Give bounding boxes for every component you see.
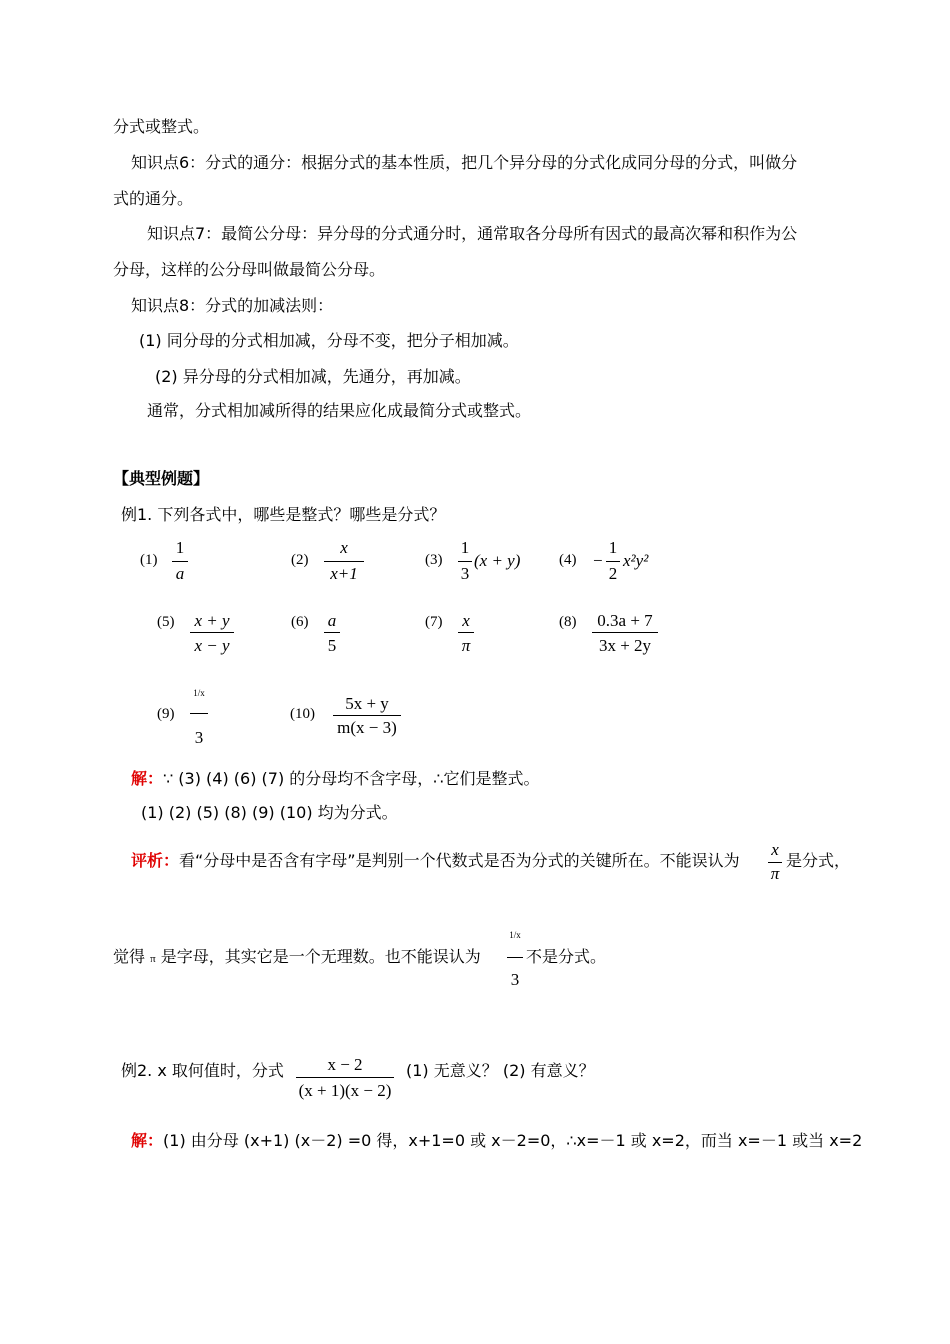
fraction-item-1: 1 a xyxy=(172,538,188,586)
fraction-item-8: 0.3a + 7 3x + 2y xyxy=(592,611,658,659)
item-label: (3) xyxy=(425,552,443,568)
fraction-item-4: 1 2 xyxy=(606,538,620,586)
fraction-item-10: 5x + y m(x − 3) xyxy=(333,694,401,742)
solution-line: 解：∵ (3) (4) (6) (7) 的分母均不含字母，∴它们是整式。 xyxy=(131,769,540,788)
example-1-question: 例1. 下列各式中，哪些是整式？哪些是分式？ xyxy=(121,505,446,524)
example-2-question: (1) 无意义？ (2) 有意义？ xyxy=(406,1061,595,1080)
item-label: (2) xyxy=(291,552,309,568)
analysis-line: 评析：看“分母中是否含有字母”是判别一个代数式是否为分式的关键所在。不能误认为 xyxy=(131,851,740,870)
analysis-line: 不是分式。 xyxy=(526,947,607,966)
item-label: (9) xyxy=(157,706,175,722)
knowledge-point-8: 知识点8：分式的加减法则： xyxy=(131,296,334,315)
analysis-fraction: x π xyxy=(768,840,782,886)
fraction-item-5: x + y x − y xyxy=(190,611,234,659)
example-2-question: 例2. x 取何值时，分式 xyxy=(121,1061,284,1080)
item-tail: x²y² xyxy=(623,551,649,570)
knowledge-point-7: 知识点7：最简公分母：异分母的分式通分时，通常取各分母所有因式的最高次幂和积作为公 xyxy=(147,224,798,243)
item-label: (1) xyxy=(140,552,158,568)
section-title: 【典型例题】 xyxy=(113,469,210,488)
analysis-fraction: 1/x 3 xyxy=(507,930,523,992)
fraction-item-9: 1/x 3 xyxy=(190,688,208,750)
knowledge-point-6: 知识点6：分式的通分：根据分式的基本性质，把几个异分母的分式化成同分母的分式，叫做分 xyxy=(131,153,798,172)
item-label: (7) xyxy=(425,614,443,630)
analysis-line: 觉得 π 是字母，其实它是一个无理数。也不能误认为 xyxy=(113,947,481,966)
pi-symbol: π xyxy=(150,953,156,965)
fraction-item-2: x x+1 xyxy=(324,538,364,586)
analysis-line: 是分式， xyxy=(786,851,851,870)
solution-line: 解：(1) 由分母 (x+1) (x－2) =0 得，x+1=0 或 x－2=0，∴x=－1 或 x=2，而当 x=－1 或当 x=2 xyxy=(131,1131,863,1150)
text-line: 分母，这样的公分母叫做最简公分母。 xyxy=(113,260,386,279)
item-tail: (x + y) xyxy=(474,551,521,570)
minus-sign: − xyxy=(593,551,603,570)
item-label: (8) xyxy=(559,614,577,630)
example-2-fraction: x − 2 (x + 1)(x − 2) xyxy=(296,1055,394,1103)
analysis-label: 评析： xyxy=(131,851,180,870)
fraction-item-3: 1 3 xyxy=(458,538,472,586)
item-label: (6) xyxy=(291,614,309,630)
rule-2: (2) 异分母的分式相加减，先通分，再加减。 xyxy=(155,367,471,386)
text-line: 式的通分。 xyxy=(113,189,194,208)
solution-label: 解： xyxy=(131,1131,164,1150)
note: 通常，分式相加减所得的结果应化成最简分式或整式。 xyxy=(147,401,532,420)
item-label: (10) xyxy=(290,706,315,722)
rule-1: (1) 同分母的分式相加减，分母不变，把分子相加减。 xyxy=(139,331,519,350)
text-line: 分式或整式。 xyxy=(113,117,210,136)
fraction-item-7: x π xyxy=(458,611,474,659)
fraction-item-6: a 5 xyxy=(324,611,340,659)
solution-line: (1) (2) (5) (8) (9) (10) 均为分式。 xyxy=(141,803,398,822)
item-label: (5) xyxy=(157,614,175,630)
item-label: (4) xyxy=(559,552,577,568)
solution-label: 解： xyxy=(131,769,164,788)
